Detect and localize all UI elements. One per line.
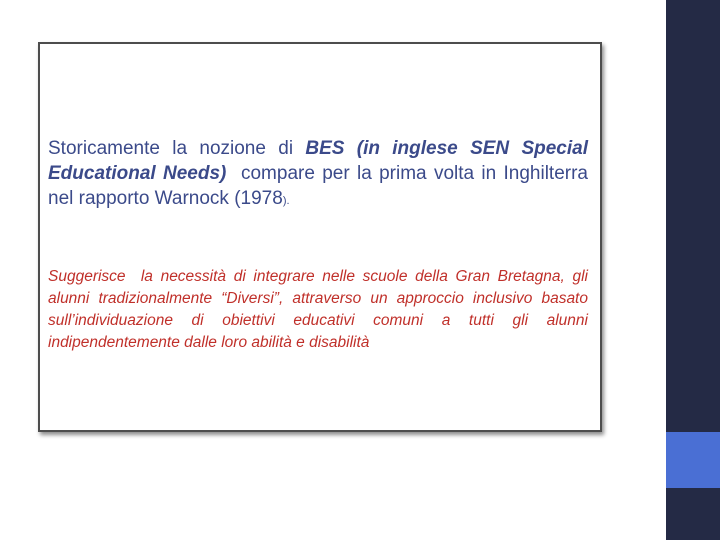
sidebar-accent-block xyxy=(666,432,720,488)
content-frame xyxy=(38,42,602,432)
paragraph-history-emphasis: BES (in inglese SEN Special Educational Needs) xyxy=(48,138,588,184)
paragraph-history-closing: ). xyxy=(282,195,290,207)
paragraph-history xyxy=(48,136,594,214)
paragraph-history-intro: Storicamente la nozione di xyxy=(48,138,306,159)
paragraph-suggestion: Suggerisce la necessità di integrare nelle scuole della Gran Bretagna, gli alunni tradizionalmente “Diversi”, attraverso un approccio inclusivo basato sull’individuazione di obiettivi educativi comuni a tutti gli alunni indipendentemente dalle loro abilità e disabilità xyxy=(48,268,593,351)
paragraph-history-body: compare per la prima volta in Inghilterra nel rapporto Warnock (1978 xyxy=(48,163,594,209)
